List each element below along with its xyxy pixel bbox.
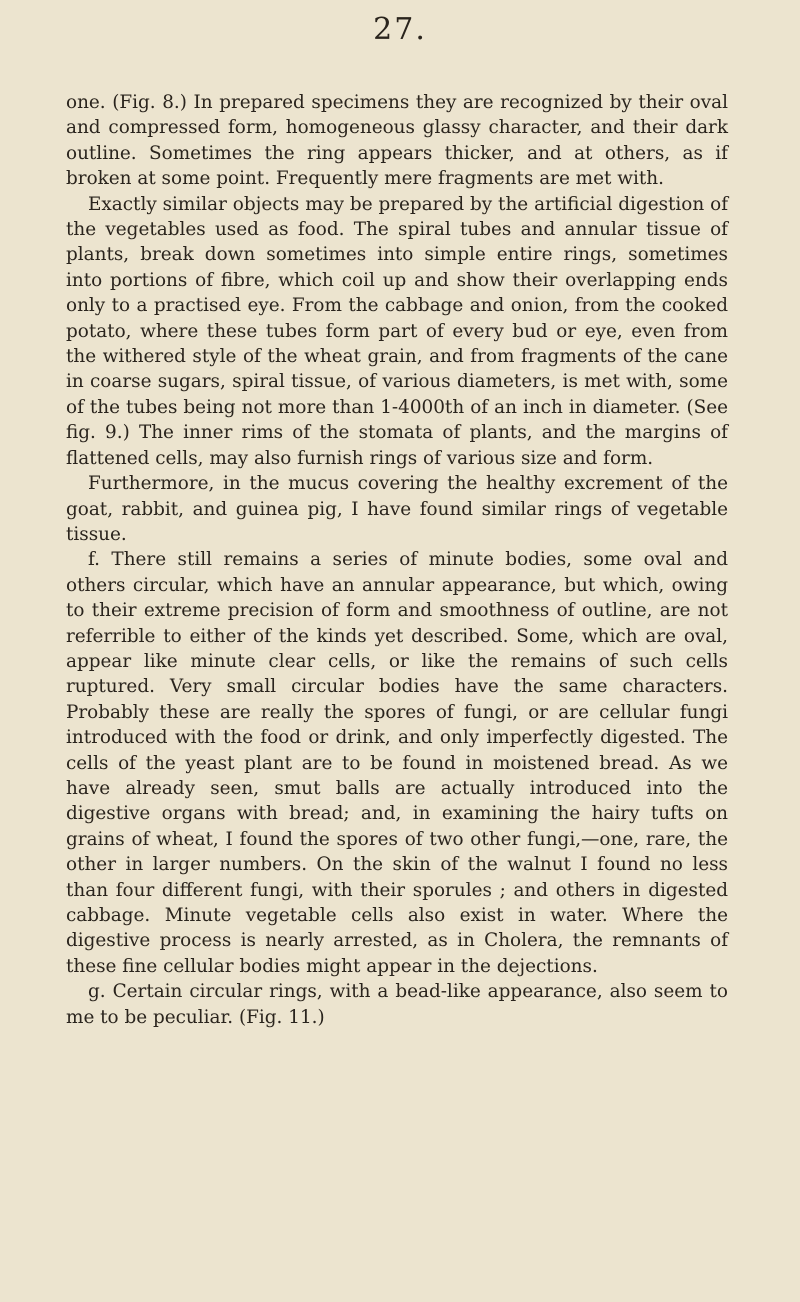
paragraph-artificial-digestion: Exactly similar objects may be prepared by the artificial digestion of the vegetables used as food. The spiral tubes and annular tissue of plants, break down sometimes into simple entire rings, sometimes into portions of fibre, which coil up and show their overlapping ends only to a practised eye. From the cabbage and onion, from the cooked potato, where these tubes form part of every bud or eye, even from the withered style of the wheat grain, and from fragments of the cane in coarse sugars, spiral tissue, of various diameters, is met with, some of the tubes being not more than 1-4000th of an inch in diameter. (See fig. 9.) The inner rims of the stomata of plants, and the margins of flattened cells, may also furnish rings of various size and form.	[66, 193, 728, 469]
page-number: 27.	[373, 12, 427, 47]
body-text	[66, 90, 728, 1030]
paragraph-excrement-rings: Furthermore, in the mucus covering the healthy excrement of the goat, rabbit, and guinea pig, I have found similar rings of vegetable tissue.	[66, 473, 728, 545]
paragraph-continuation: one. (Fig. 8.) In prepared specimens they are recognized by their oval and compressed form, homogeneous glassy character, and their dark outline. Sometimes the ring appears thicker, and at others, as if broken at some point. Frequently mere fragments are met with.	[66, 92, 728, 190]
paragraph-g-circular-rings: g. Certain circular rings, with a bead-like appearance, also seem to me to be peculiar. (Fig. 11.)	[66, 981, 728, 1028]
paragraph-f-minute-bodies: f. There still remains a series of minute bodies, some oval and others circular, which have an annular appearance, but which, owing to their extreme precision of form and smoothness of outline, are not referrible to either of the kinds yet described. Some, which are oval, appear like minute clear cells, or like the remains of such cells ruptured. Very small circular bodies have the same characters. Probably these are really the spores of fungi, or are cellular fungi introduced with the food or drink, and only imperfectly digested. The cells of the yeast plant are to be found in moistened bread. As we have already seen, smut balls are actually introduced into the digestive organs with bread; and, in examining the hairy tufts on grains of wheat, I found the spores of two other fungi,—one, rare, the other in larger numbers. On the skin of the walnut I found no less than four different fungi, with their sporules ; and others in digested cabbage. Minute vegetable cells also exist in water. Where the digestive process is nearly arrested, as in Cholera, the remnants of these fine cellular bodies might appear in the dejections.	[66, 549, 728, 977]
